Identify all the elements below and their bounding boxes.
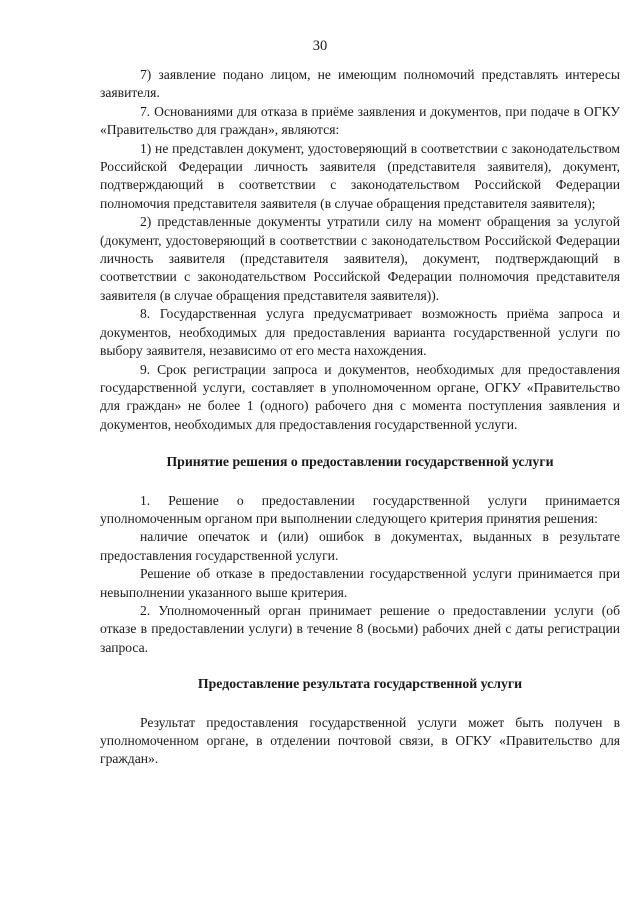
page-number: 30 [312, 38, 328, 54]
paragraph-decision-criterion: 1. Решение о предоставлении государственной услуги принимается уполномоченным органом при выполнении следующего критерия принятия решения: [100, 492, 620, 526]
document-body [100, 66, 620, 769]
section-heading-decision: Принятие решения о предоставлении государственной услуги [166, 454, 554, 470]
paragraph-criterion-typos: наличие опечаток и (или) ошибок в документах, выданных в результате предоставления государственной услуги. [100, 529, 620, 563]
paragraph-refusal-ground-1: 1) не представлен документ, удостоверяющий в соответствии с законодательством Российской Федерации личность заявителя (представителя заявителя), документ, подтверждающий в соответствии с законодательством Российской Федерации полномочия представителя заявителя (в случае обращения представителя заявителя); [100, 140, 620, 211]
paragraph-result-delivery: Результат предоставления государственной услуги может быть получен в уполномоченном органе, в отделении почтовой связи, в ОГКУ «Правительство для граждан». [100, 714, 620, 767]
paragraph-refusal-grounds: 7. Основаниями для отказа в приёме заявления и документов, при подаче в ОГКУ «Правительство для граждан», являются: [100, 103, 620, 138]
paragraph-extraterritorial: 8. Государственная услуга предусматривает возможность приёма запроса и документов, необходимых для предоставления варианта государственной услуги по выбору заявителя, независимо от его места нахождения. [100, 306, 620, 359]
paragraph-refusal-decision: Решение об отказе в предоставлении государственной услуги принимается при невыполнении указанного выше критерия. [100, 566, 620, 600]
section-heading-result: Предоставление результата государственной услуги [197, 676, 523, 692]
paragraph-registration-term: 9. Срок регистрации запроса и документов, необходимых для предоставления государственной услуги, составляет в уполномоченном органе, ОГКУ «Правительство для граждан» не более 1 (одного) рабочего дня с момента поступления заявления и документов, необходимых для предоставления государственной услуги. [100, 361, 620, 432]
paragraph-refusal-ground-2: 2) представленные документы утратили силу на момент обращения за услугой (документ, удостоверяющий в соответствии с законодательством Российской Федерации личность заявителя (представителя заявителя), документ, подтверждающий в соответствии с законодательством Российской Федерации полномочия представителя заявителя (в случае обращения представителя заявителя)). [100, 214, 620, 303]
paragraph-item-7-applicant: 7) заявление подано лицом, не имеющим полномочий представлять интересы заявителя. [100, 67, 620, 101]
paragraph-decision-term: 2. Уполномоченный орган принимает решение о предоставлении услуги (об отказе в предоставлении услуги) в течение 8 (восьми) рабочих дней с даты регистрации запроса. [100, 602, 620, 655]
